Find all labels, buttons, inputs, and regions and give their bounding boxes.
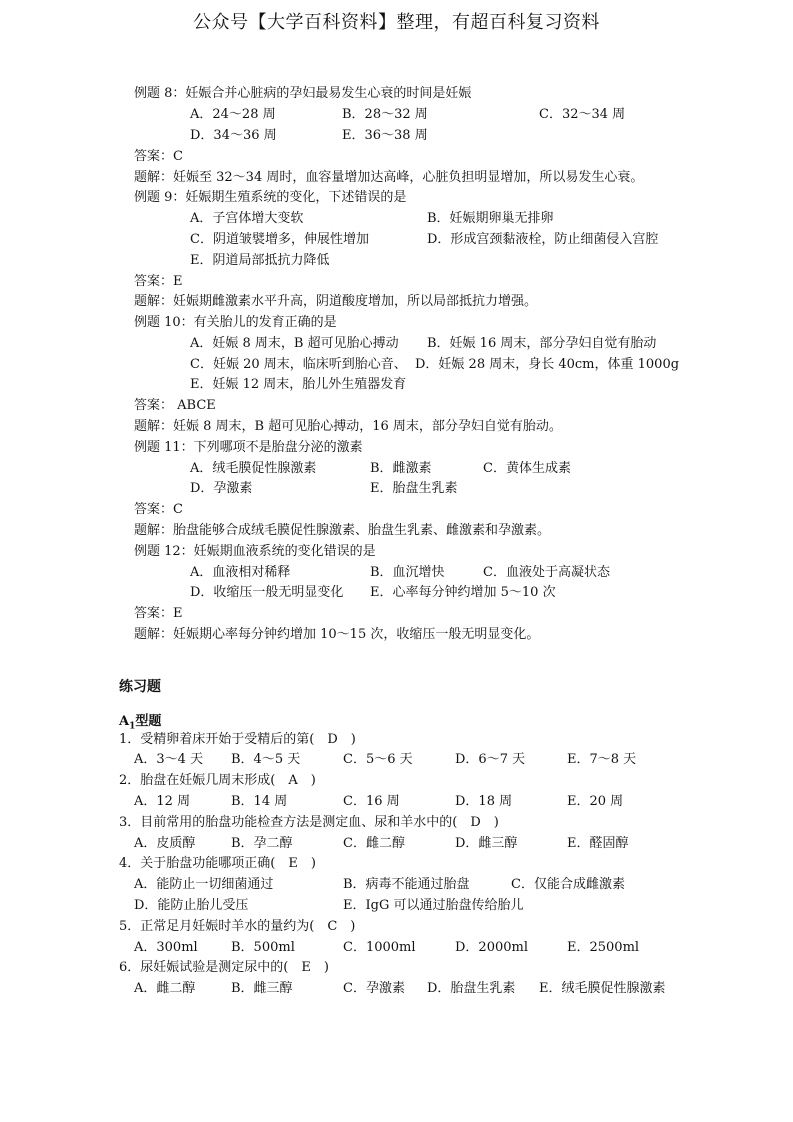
option: C．黄体生成素 <box>483 461 571 476</box>
type-suffix: 型题 <box>135 714 162 729</box>
option: A．绒毛膜促性腺激素 <box>190 461 317 476</box>
example-question: 例题 8：妊娠合并心脏病的孕妇最易发生心衰的时间是妊娠 <box>134 86 472 101</box>
practice-question: 4．关于胎盘功能哪项正确( E ) <box>119 856 316 871</box>
option: B．妊娠 16 周末，部分孕妇自觉有胎动 <box>427 336 657 351</box>
option: C．16 周 <box>343 794 400 809</box>
option: A．能防止一切细菌通过 <box>134 877 274 892</box>
option: A．300ml <box>134 940 198 955</box>
option: B．孕二醇 <box>231 836 293 851</box>
example-explain: 题解：妊娠至 32～34 周时，血容量增加达高峰，心脏负担明显增加，所以易发生心衰。 <box>134 170 644 185</box>
option: E．7～8 天 <box>567 752 637 767</box>
option: A．3～4 天 <box>134 752 204 767</box>
example-explain: 题解：妊娠 8 周末，B 超可见胎心搏动，16 周末，部分孕妇自觉有胎动。 <box>134 419 562 434</box>
option: B．雌激素 <box>370 461 432 476</box>
option: A．血液相对稀释 <box>190 565 291 580</box>
option: A．24～28 周 <box>190 107 276 122</box>
example-answer: 答案：C <box>134 149 183 164</box>
example-answer: 答案： ABCE <box>134 398 216 413</box>
practice-question: 2．胎盘在妊娠几周末形成( A ) <box>119 773 316 788</box>
option: C．仅能合成雌激素 <box>511 877 625 892</box>
option: E．绒毛膜促性腺激素 <box>539 981 666 996</box>
practice-question: 3．目前常用的胎盘功能检查方法是测定血、尿和羊水中的( D ) <box>119 815 499 830</box>
option: A．雌二醇 <box>134 981 196 996</box>
option: E．2500ml <box>567 940 640 955</box>
section-title: 练习题 <box>119 679 161 695</box>
option: B．28～32 周 <box>342 107 428 122</box>
option: A．妊娠 8 周末，B 超可见胎心搏动 <box>190 336 399 351</box>
option: C．阴道皱襞增多，伸展性增加 <box>190 232 369 247</box>
option: B．500ml <box>231 940 295 955</box>
option: D．收缩压一般无明显变化 <box>190 585 344 600</box>
example-question: 例题 11：下列哪项不是胎盘分泌的激素 <box>134 440 363 455</box>
practice-question: 5．正常足月妊娠时羊水的量约为( C ) <box>119 919 356 934</box>
option: C．5～6 天 <box>343 752 413 767</box>
option: C．血液处于高凝状态 <box>483 565 610 580</box>
option: D．6～7 天 <box>455 752 526 767</box>
option: D．18 周 <box>455 794 513 809</box>
practice-question: 6．尿妊娠试验是测定尿中的( E ) <box>119 960 329 975</box>
example-question: 例题 10：有关胎儿的发育正确的是 <box>134 315 337 330</box>
option: D．2000ml <box>455 940 528 955</box>
option: C．32～34 周 <box>539 107 626 122</box>
option: E．IgG 可以通过胎盘传给胎儿 <box>343 898 524 913</box>
option: D．胎盘生乳素 <box>427 981 516 996</box>
option: B．病毒不能通过胎盘 <box>343 877 470 892</box>
option: E．20 周 <box>567 794 624 809</box>
option: B．14 周 <box>231 794 288 809</box>
type-sub: 1 <box>129 721 136 732</box>
page-header: 公众号【大学百科资料】整理，有超百科复习资料 <box>193 12 600 33</box>
option: D．孕激素 <box>190 481 253 496</box>
example-explain: 题解：妊娠期雌激素水平升高，阴道酸度增加，所以局部抵抗力增强。 <box>134 294 538 309</box>
type-prefix: A <box>119 714 130 729</box>
option: E．阴道局部抵抗力降低 <box>190 253 330 268</box>
option: C．孕激素 <box>343 981 405 996</box>
option: D．34～36 周 <box>190 128 277 143</box>
option: A．子宫体增大变软 <box>190 211 304 226</box>
practice-question: 1．受精卵着床开始于受精后的第( D ) <box>119 732 356 747</box>
example-question: 例题 9：妊娠期生殖系统的变化，下述错误的是 <box>134 190 407 205</box>
option: E．36～38 周 <box>342 128 428 143</box>
example-explain: 题解：胎盘能够合成绒毛膜促性腺激素、胎盘生乳素、雌激素和孕激素。 <box>134 523 551 538</box>
option: C．雌二醇 <box>343 836 405 851</box>
example-answer: 答案：C <box>134 502 183 517</box>
option: E．心率每分钟约增加 5～10 次 <box>370 585 556 600</box>
option: A．12 周 <box>134 794 191 809</box>
option: D．能防止胎儿受压 <box>134 898 249 913</box>
question-type-title <box>119 710 161 732</box>
example-explain: 题解：妊娠期心率每分钟约增加 10～15 次，收缩压一般无明显变化。 <box>134 627 540 642</box>
option: B．妊娠期卵巢无排卵 <box>427 211 554 226</box>
option: E．醛固醇 <box>567 836 629 851</box>
example-answer: 答案：E <box>134 274 183 289</box>
example-answer: 答案：E <box>134 606 183 621</box>
option: A．皮质醇 <box>134 836 196 851</box>
option: C．1000ml <box>343 940 416 955</box>
option: D．雌三醇 <box>455 836 518 851</box>
option: B．雌三醇 <box>231 981 293 996</box>
option: E．妊娠 12 周末，胎儿外生殖器发育 <box>190 377 407 392</box>
option: B．血沉增快 <box>370 565 445 580</box>
example-question: 例题 12：妊娠期血液系统的变化错误的是 <box>134 544 376 559</box>
option: C．妊娠 20 周末，临床听到胎心音、 <box>190 357 407 372</box>
option: D．妊娠 28 周末，身长 40cm，体重 1000g <box>415 357 680 372</box>
option: B．4～5 天 <box>231 752 301 767</box>
option: D．形成宫颈黏液栓，防止细菌侵入宫腔 <box>427 232 659 247</box>
option: E．胎盘生乳素 <box>370 481 458 496</box>
